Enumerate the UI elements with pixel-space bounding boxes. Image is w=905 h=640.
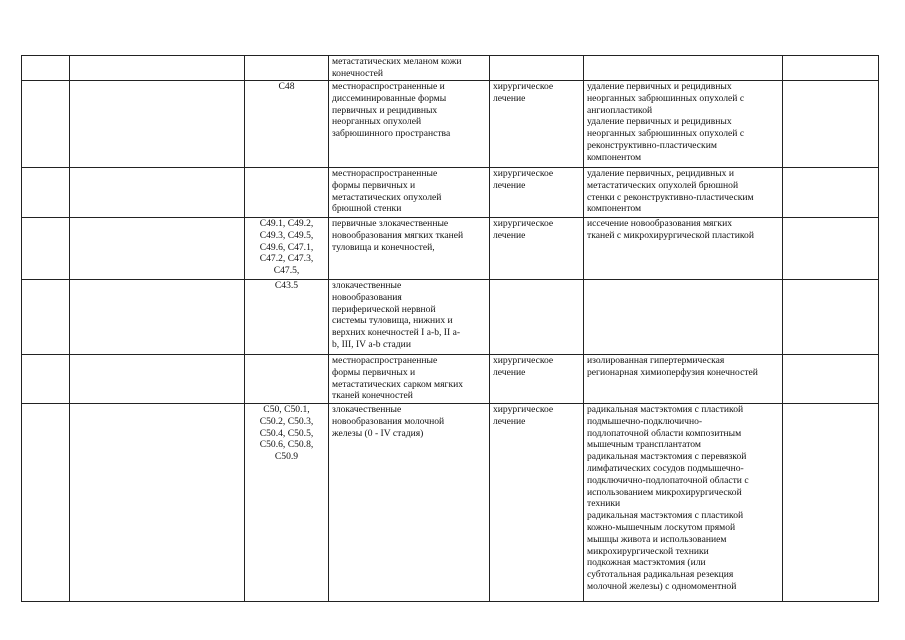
cell-treatment-method-line: неорганных забрюшинных опухолей с [587, 128, 745, 140]
cell-diagnosis-line: тканей конечностей [332, 390, 413, 402]
cell-empty-b [70, 404, 245, 602]
cell-empty-a [22, 355, 70, 404]
cell-treatment-method-line: подключично-подлопаточной области с [587, 474, 749, 486]
cell-empty-c [783, 355, 879, 404]
cell-diagnosis [329, 404, 490, 602]
cell-diagnosis [329, 168, 490, 218]
cell-treatment-type [490, 81, 584, 168]
cell-codes-line: C47.5, [273, 265, 300, 277]
cell-codes-line: C50, C50.1, [263, 404, 310, 415]
cell-treatment-method-line: компонентом [587, 151, 642, 163]
cell-diagnosis-line: новообразования мягких тканей [332, 229, 464, 241]
cell-diagnosis-line: местнораспространенные [332, 355, 438, 366]
cell-diagnosis-line: новообразования [332, 291, 402, 303]
table-row [22, 218, 879, 280]
cell-codes [245, 355, 329, 404]
cell-treatment-method [584, 280, 783, 355]
cell-treatment-method-line: радикальная мастэктомия с пластикой [587, 404, 744, 415]
cell-treatment-method-line: изолированная гипертермическая [587, 355, 725, 366]
cell-treatment-type [490, 280, 584, 355]
medical-care-table [21, 55, 879, 602]
cell-empty-c [783, 218, 879, 280]
cell-empty-b [70, 81, 245, 168]
cell-diagnosis-line: первичные злокачественные [332, 218, 449, 229]
cell-codes [245, 56, 329, 81]
cell-treatment-method [584, 218, 783, 280]
cell-codes-line: C49.6, C47.1, [259, 241, 314, 253]
table-body [22, 56, 879, 602]
cell-diagnosis-line: метастатических меланом кожи [332, 56, 462, 67]
cell-empty-a [22, 280, 70, 355]
cell-diagnosis-line: формы первичных и [332, 179, 416, 191]
cell-codes [245, 168, 329, 218]
cell-diagnosis-line: метастатических опухолей [332, 191, 442, 203]
cell-diagnosis-line: диссеминированные формы [332, 92, 447, 104]
table-row [22, 404, 879, 602]
cell-treatment-method [584, 355, 783, 404]
cell-treatment-type [490, 218, 584, 280]
cell-empty-c [783, 56, 879, 81]
cell-treatment-method-line: микрохирургической техники [587, 545, 709, 557]
cell-treatment-type-line: лечение [493, 179, 526, 191]
cell-diagnosis [329, 56, 490, 81]
cell-diagnosis [329, 355, 490, 404]
cell-empty-b [70, 56, 245, 81]
cell-empty-c [783, 280, 879, 355]
table-row [22, 56, 879, 81]
cell-treatment-method-line: радикальная мастэктомия с пластикой [587, 510, 744, 522]
cell-codes-line: C47.2, C47.3, [259, 253, 314, 265]
cell-treatment-type [490, 404, 584, 602]
cell-diagnosis-line: железы (0 - IV стадия) [332, 427, 424, 439]
cell-treatment-method-line: компонентом [587, 203, 642, 215]
cell-empty-a [22, 56, 70, 81]
cell-treatment-method-line: тканей с микрохирургической пластикой [587, 229, 754, 241]
cell-codes-line: C50.9 [274, 451, 299, 463]
cell-treatment-method [584, 404, 783, 602]
cell-empty-a [22, 404, 70, 602]
cell-diagnosis-line: туловища и конечностей, [332, 241, 435, 253]
cell-empty-b [70, 280, 245, 355]
table-row [22, 355, 879, 404]
cell-treatment-method [584, 168, 783, 218]
cell-treatment-method-line: подлопаточной области композитным [587, 427, 742, 439]
cell-treatment-method-line: удаление первичных и рецидивных [587, 116, 732, 128]
cell-codes [245, 404, 329, 602]
cell-diagnosis [329, 81, 490, 168]
cell-codes-line: C43.5 [274, 280, 299, 291]
table-row [22, 168, 879, 218]
cell-treatment-method-line: регионарная химиоперфузия конечностей [587, 366, 758, 378]
cell-codes-line: C50.2, C50.3, [259, 415, 314, 427]
table-row [22, 81, 879, 168]
cell-treatment-method-line: кожно-мышечным лоскутом прямой [587, 521, 736, 533]
cell-diagnosis-line: метастатических сарком мягких [332, 378, 464, 390]
cell-diagnosis-line: неорганных опухолей [332, 116, 422, 128]
cell-diagnosis-line: верхних конечностей I a-b, II a- [332, 327, 461, 339]
cell-diagnosis-line: брюшной стенки [332, 203, 402, 215]
cell-codes-line: C50.6, C50.8, [259, 439, 314, 451]
cell-treatment-method-line: удаление первичных и рецидивных [587, 81, 732, 92]
cell-empty-b [70, 355, 245, 404]
cell-treatment-type-line: хирургическое [493, 404, 554, 415]
cell-empty-c [783, 404, 879, 602]
cell-diagnosis-line: первичных и рецидивных [332, 104, 438, 116]
cell-treatment-method-line: техники [587, 498, 621, 510]
cell-codes [245, 280, 329, 355]
cell-treatment-method-line: мышцы живота и использованием [587, 533, 727, 545]
cell-diagnosis-line: новообразования молочной [332, 415, 445, 427]
cell-empty-b [70, 168, 245, 218]
cell-treatment-method-line: молочной железы) с одномоментной [587, 580, 737, 592]
cell-treatment-method-line: субтотальная радикальная резекция [587, 569, 734, 581]
cell-codes-line: C50.4, C50.5, [259, 427, 314, 439]
cell-treatment-method [584, 56, 783, 81]
cell-empty-a [22, 81, 70, 168]
cell-treatment-method-line: стенки с реконструктивно-пластическим [587, 191, 754, 203]
cell-treatment-type-line: хирургическое [493, 81, 554, 92]
table-row [22, 280, 879, 355]
cell-diagnosis-line: злокачественные [332, 404, 402, 415]
cell-treatment-method-line: радикальная мастэктомия с перевязкой [587, 451, 747, 463]
cell-diagnosis [329, 280, 490, 355]
cell-treatment-method-line: иссечение новообразования мягких [587, 218, 733, 229]
cell-empty-c [783, 81, 879, 168]
cell-codes-line: C49.3, C49.5, [259, 229, 314, 241]
cell-diagnosis-line: конечностей [332, 67, 383, 79]
cell-treatment-method-line: использованием микрохирургической [587, 486, 742, 498]
cell-treatment-type-line: лечение [493, 229, 526, 241]
cell-codes [245, 218, 329, 280]
cell-treatment-method-line: подкожная мастэктомия (или [587, 557, 706, 569]
cell-treatment-method-line: мышечным трансплантатом [587, 439, 701, 451]
cell-diagnosis-line: забрюшинного пространства [332, 128, 451, 140]
cell-treatment-type [490, 56, 584, 81]
cell-treatment-type [490, 168, 584, 218]
cell-diagnosis-line: системы туловища, нижних и [332, 315, 453, 327]
cell-diagnosis-line: b, III, IV a-b стадии [332, 338, 411, 350]
cell-treatment-type-line: хирургическое [493, 218, 554, 229]
cell-treatment-method-line: метастатических опухолей брюшной [587, 179, 739, 191]
cell-empty-a [22, 218, 70, 280]
cell-codes-line: C48 [278, 81, 295, 92]
cell-diagnosis-line: периферической нервной [332, 303, 436, 315]
cell-treatment-method-line: лимфатических сосудов подмышечно- [587, 462, 744, 474]
cell-empty-b [70, 218, 245, 280]
cell-treatment-method-line: ангиопластикой [587, 104, 653, 116]
cell-treatment-type-line: хирургическое [493, 168, 554, 179]
cell-diagnosis [329, 218, 490, 280]
cell-codes-line: C49.1, C49.2, [259, 218, 314, 229]
cell-diagnosis-line: злокачественные [332, 280, 402, 291]
cell-diagnosis-line: местнораспространенные [332, 168, 438, 179]
cell-diagnosis-line: местнораспространенные и [332, 81, 445, 92]
cell-treatment-type-line: лечение [493, 92, 526, 104]
cell-treatment-type-line: лечение [493, 415, 526, 427]
cell-treatment-method-line: удаление первичных, рецидивных и [587, 168, 735, 179]
cell-treatment-type [490, 355, 584, 404]
cell-treatment-method-line: реконструктивно-пластическим [587, 139, 717, 151]
cell-diagnosis-line: формы первичных и [332, 366, 416, 378]
cell-treatment-method-line: подмышечно-подключично- [587, 415, 703, 427]
cell-treatment-type-line: хирургическое [493, 355, 554, 366]
cell-treatment-method-line: неорганных забрюшинных опухолей с [587, 92, 745, 104]
cell-treatment-type-line: лечение [493, 366, 526, 378]
cell-empty-c [783, 168, 879, 218]
cell-empty-a [22, 168, 70, 218]
cell-treatment-method [584, 81, 783, 168]
cell-codes [245, 81, 329, 168]
